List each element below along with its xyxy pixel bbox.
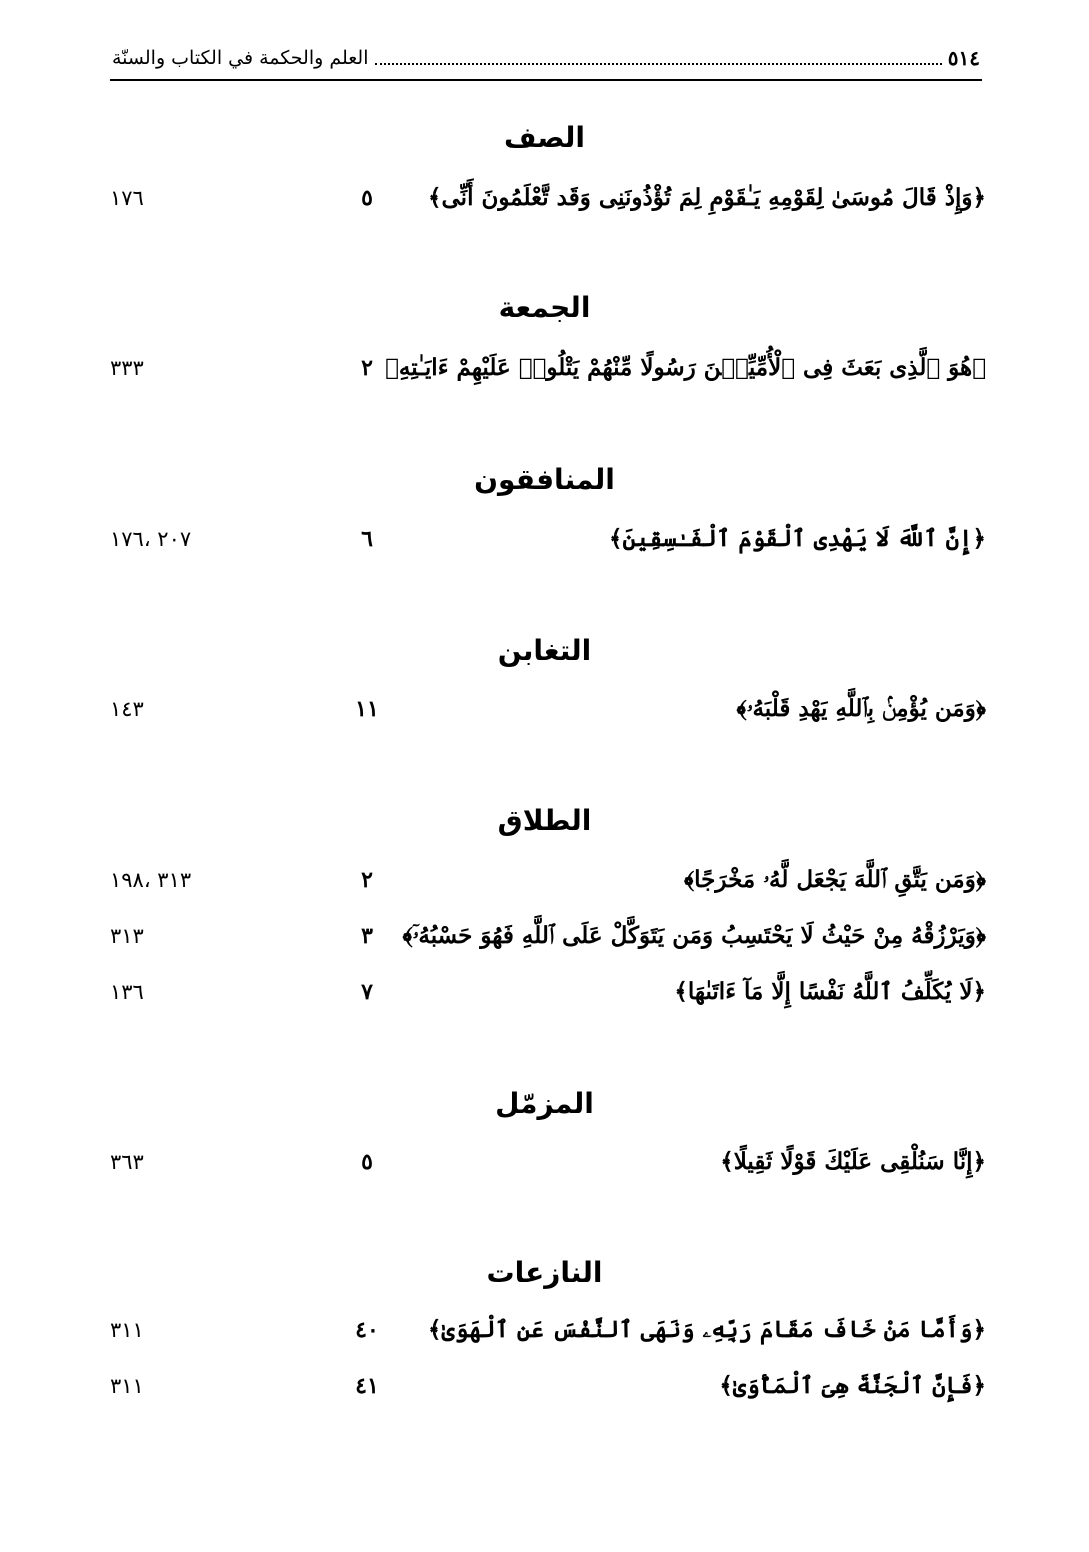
verse-text: ﴿إِنَّا سَنُلْقِى عَلَيْكَ قَوْلًا ثَقِيلًا﴾ [720, 1148, 986, 1175]
running-head [112, 38, 980, 78]
surah-title: الجمعة [498, 291, 591, 324]
verse-row [90, 916, 986, 956]
verse-text: ﴿هُوَ ٱلَّذِى بَعَثَ فِى ٱلْأُمِّيِّـۧنَ رَسُولًا مِّنْهُمْ يَتْلُوا۟ عَلَيْهِمْ ءَايَـٰتِهِ﴾ [385, 354, 986, 381]
ayah-number: ٥ [361, 1149, 373, 1175]
verse-row [90, 972, 986, 1012]
ayah-number: ٢ [361, 355, 373, 381]
verse-text: ﴿وَيَرْزُقْهُ مِنْ حَيْثُ لَا يَحْتَسِبُ وَمَن يَتَوَكَّلْ عَلَى ٱللَّهِ فَهُوَ حَسْبُهُۥٓ﴾ [402, 922, 986, 949]
header-rule [110, 79, 982, 81]
ayah-number: ٤٠ [355, 1317, 379, 1343]
page-refs: ٣١٣ [110, 924, 144, 948]
verse-row [90, 860, 986, 900]
verse-row [90, 1142, 986, 1182]
ayah-number: ٢ [361, 867, 373, 893]
ayah-number: ٧ [361, 979, 373, 1005]
verse-row [90, 178, 986, 218]
verse-text: ﴿وَإِذْ قَالَ مُوسَىٰ لِقَوْمِهِ يَـٰقَوْمِ لِمَ تُؤْذُونَنِى وَقَد تَّعْلَمُونَ أَنِّى﴾ [428, 184, 986, 211]
verse-row [90, 348, 986, 388]
surah-title: الطلاق [497, 804, 592, 837]
verse-row [90, 689, 986, 729]
surah-title: التغابن [497, 634, 592, 667]
book-title: العلم والحكمة في الكتاب والسنّة [112, 47, 369, 69]
page-refs: ٣١١ [110, 1318, 144, 1342]
page-refs: ٣٦٣ [110, 1150, 144, 1174]
ayah-number: ١١ [355, 696, 379, 722]
ayah-number: ٣ [361, 923, 373, 949]
page-refs: ٣١١ [110, 1374, 144, 1398]
ayah-number: ٥ [361, 185, 373, 211]
verse-text: ﴿إِنَّ ٱللَّهَ لَا يَهْدِى ٱلْقَوْمَ ٱلْفَـٰسِقِينَ﴾ [609, 525, 986, 552]
verse-row [90, 519, 986, 559]
page-refs: ٢٠٧ ،١٧٦ [110, 527, 192, 551]
surah-title: النازعات [486, 1256, 603, 1289]
page-number: ٥١٤ [947, 46, 980, 70]
page-refs: ١٤٣ [110, 697, 144, 721]
verse-text: ﴿وَمَن يُؤْمِنۢ بِٱللَّهِ يَهْدِ قَلْبَهُۥ﴾ [736, 695, 986, 722]
verse-row [90, 1366, 986, 1406]
ayah-number: ٦ [361, 526, 373, 552]
surah-title: الصف [503, 121, 586, 154]
page-refs: ١٧٦ [110, 186, 144, 210]
ayah-number: ٤١ [355, 1373, 379, 1399]
page-refs: ١٣٦ [110, 980, 144, 1004]
verse-text: ﴿وَأَمَّا مَنْ خَافَ مَقَامَ رَبِّهِۦ وَنَهَى ٱلنَّفْسَ عَنِ ٱلْهَوَىٰ﴾ [428, 1316, 986, 1343]
verse-text: ﴿وَمَن يَتَّقِ ٱللَّهَ يَجْعَل لَّهُۥ مَخْرَجًا﴾ [683, 866, 986, 893]
page-refs: ٣٣٣ [110, 356, 144, 380]
verse-text: ﴿فَإِنَّ ٱلْجَنَّةَ هِىَ ٱلْمَأْوَىٰ﴾ [719, 1372, 986, 1399]
verse-text: ﴿لَا يُكَلِّفُ ٱللَّهُ نَفْسًا إِلَّا مَآ ءَاتَىٰهَا﴾ [674, 978, 986, 1005]
verse-row [90, 1310, 986, 1350]
surah-title: المنافقون [474, 463, 615, 496]
leader-dots [375, 51, 942, 65]
page-refs: ٣١٣ ،١٩٨ [110, 868, 192, 892]
surah-title: المزمّل [495, 1087, 594, 1120]
